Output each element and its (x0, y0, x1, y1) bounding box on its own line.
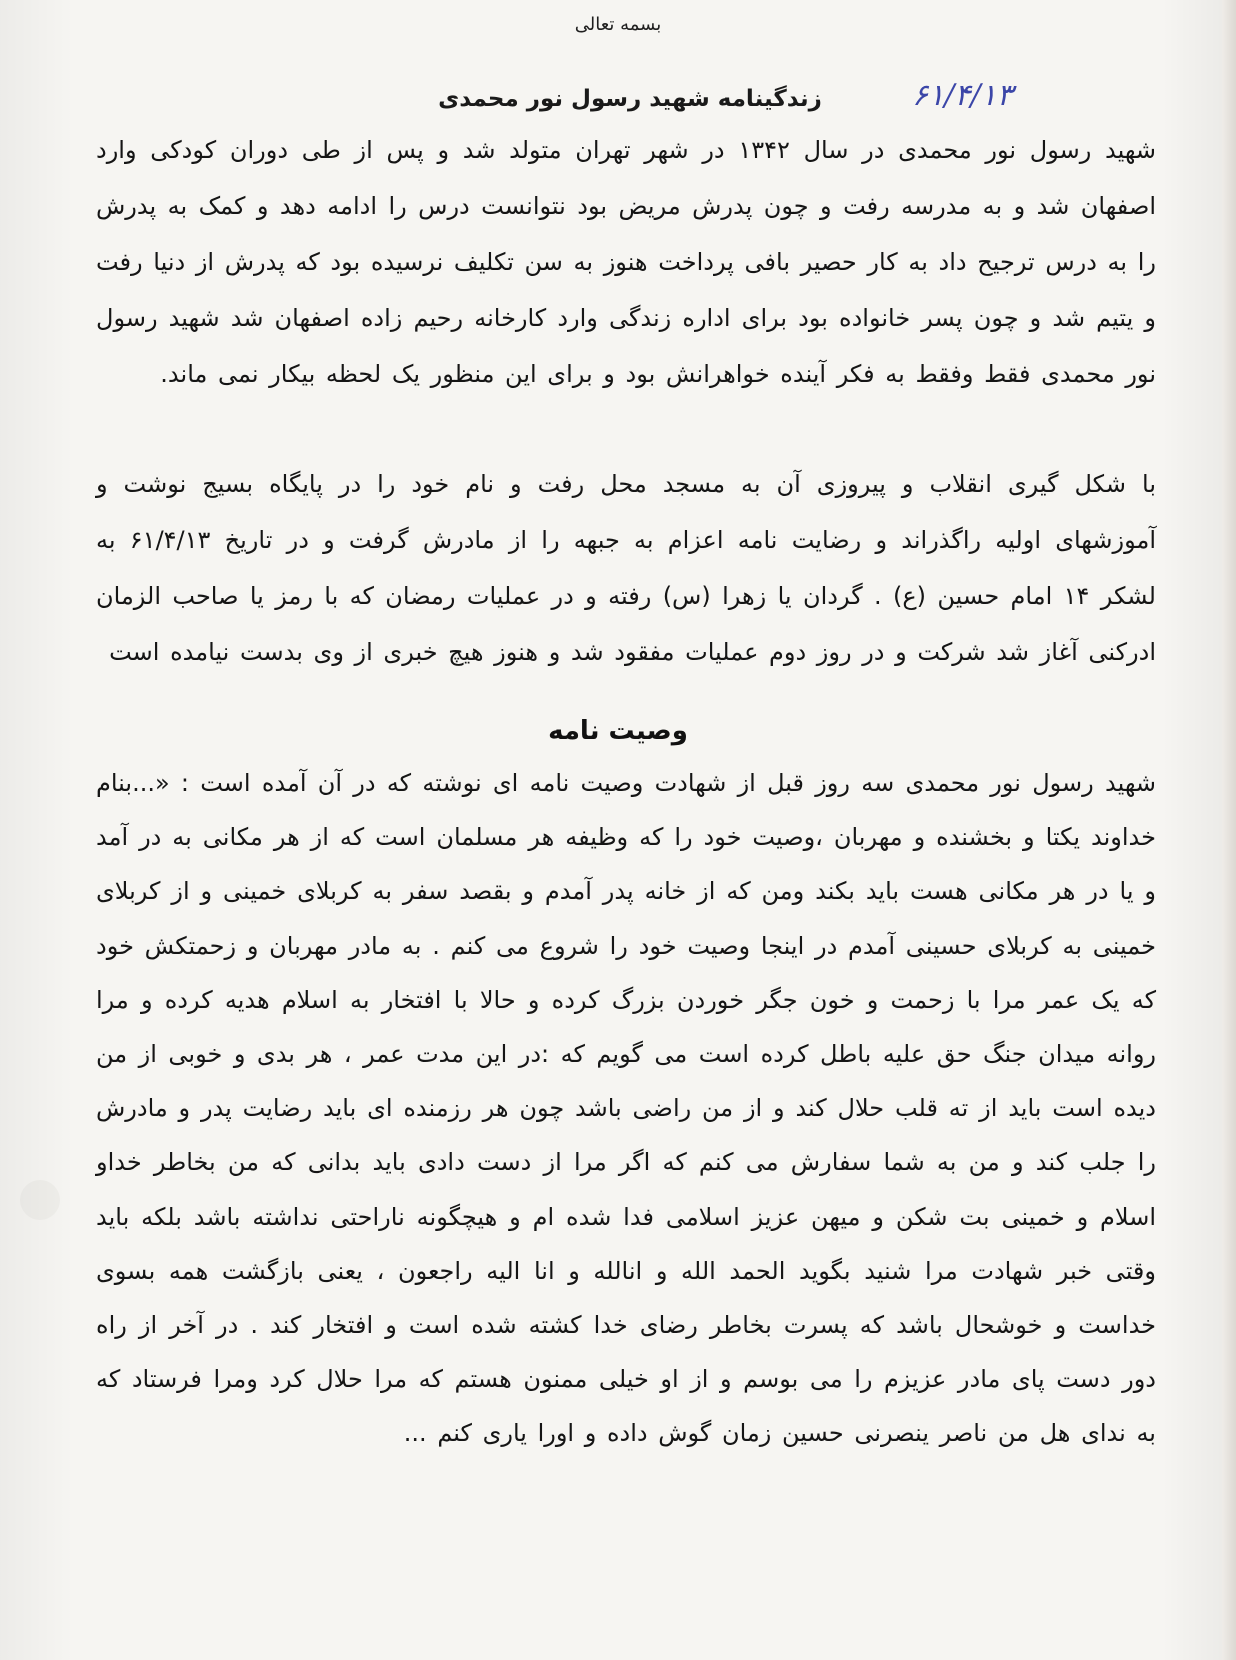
biography-paragraph-2: با شکل گیری انقلاب و پیروزی آن به مسجد محل رفت و نام خود را در پایگاه بسیج نوشت و آموزشهای اولیه راگذراند و رضایت نامه اعزام به جبهه را از مادرش گرفت و در تاریخ ۶۱/۴/۱۳ به لشکر ۱۴ امام حسین (ع) . گردان یا زهرا (س) رفته و در عملیات رمضان که با رمز یا صاحب الزمان ادرکنی آغاز شد شرکت و در روز دوم عملیات مفقود شد و هنوز هیچ خبری از وی بدست نیامده است (96, 470, 1156, 666)
paper-smudge (20, 1180, 60, 1220)
page-title: زندگینامه شهید رسول نور محمدی (438, 86, 822, 112)
handwritten-date: ۶۱/۴/۱۳ (912, 78, 1013, 113)
will-heading: وصیت نامه (548, 716, 688, 746)
biography-paragraph-1: شهید رسول نور محمدی در سال ۱۳۴۲ در شهر تهران متولد شد و پس از طی دوران کودکی وارد اصفهان شد و به مدرسه رفت و چون پدرش مریض بود نتوانست درس را ادامه دهد و کمک به پدرش را به درس ترجیح داد به کار حصیر بافی پرداخت هنوز به سن تکلیف نرسیده بود که پدرش از دنیا رفت و یتیم شد و چون پسر خانواده بود برای اداره زندگی وارد کارخانه رحیم زاده اصفهان شد شهید رسول نور محمدی فقط وفقط به فکر آینده خواهرانش بود و برای این منظور یک لحظه بیکار نمی ماند. (96, 136, 1157, 388)
title-row (0, 78, 1236, 126)
page-edge-shadow (1222, 0, 1236, 1660)
basmala-heading: بسمه تعالی (574, 14, 662, 35)
will-text: شهید رسول نور محمدی سه روز قبل از شهادت وصیت نامه ای نوشته که در آن آمده است : «...بنام خداوند یکتا و بخشنده و مهربان ،وصیت خود را که وظیفه هر مسلمان است که از هر مکانی به در آمد و یا در هر مکانی هست باید بکند ومن که از خانه پدر آمدم و بقصد سفر به کربلای خمینی و از کربلای خمینی به کربلای حسینی آمدم در اینجا وصیت خود را شروع می کنم . به مادر مهربان و زحمتکش خود که یک عمر مرا با زحمت و خون جگر خوردن بزرگ کرده و حالا با افتخار به اسلام هدیه کرده و مرا روانه میدان جنگ حق علیه باطل کرده است می گویم که :در این مدت عمر ، هر بدی و خوبی از من دیده است باید از ته قلب حلال کند و از من راضی باشد چون هر رزمنده ای باید رضایت پدر و مادرش را جلب کند و من به شما سفارش می کنم که اگر مرا از دست دادی باید بدانی که من بخاطر خداو اسلام و خمینی بت شکن و میهن عزیز اسلامی فدا شده ام و هیچگونه ناراحتی نداشته باشد بلکه باید وقتی خبر شهادت مرا شنید بگوید الحمد الله و انالله و انا الیه راجعون ، یعنی بازگشت همه بسوی خداست و خوشحال باشد که پسرت بخاطر رضای خدا کشته شده است و افتخار کند . در آخر از راه دور دست پای مادر عزیزم را می بوسم و از او خیلی ممنون هستم که مرا حلال کرد ومرا فرستاد که به ندای هل من ناصر ینصرنی حسین زمان گوش داده و اورا یاری کنم ... (96, 769, 1156, 1448)
